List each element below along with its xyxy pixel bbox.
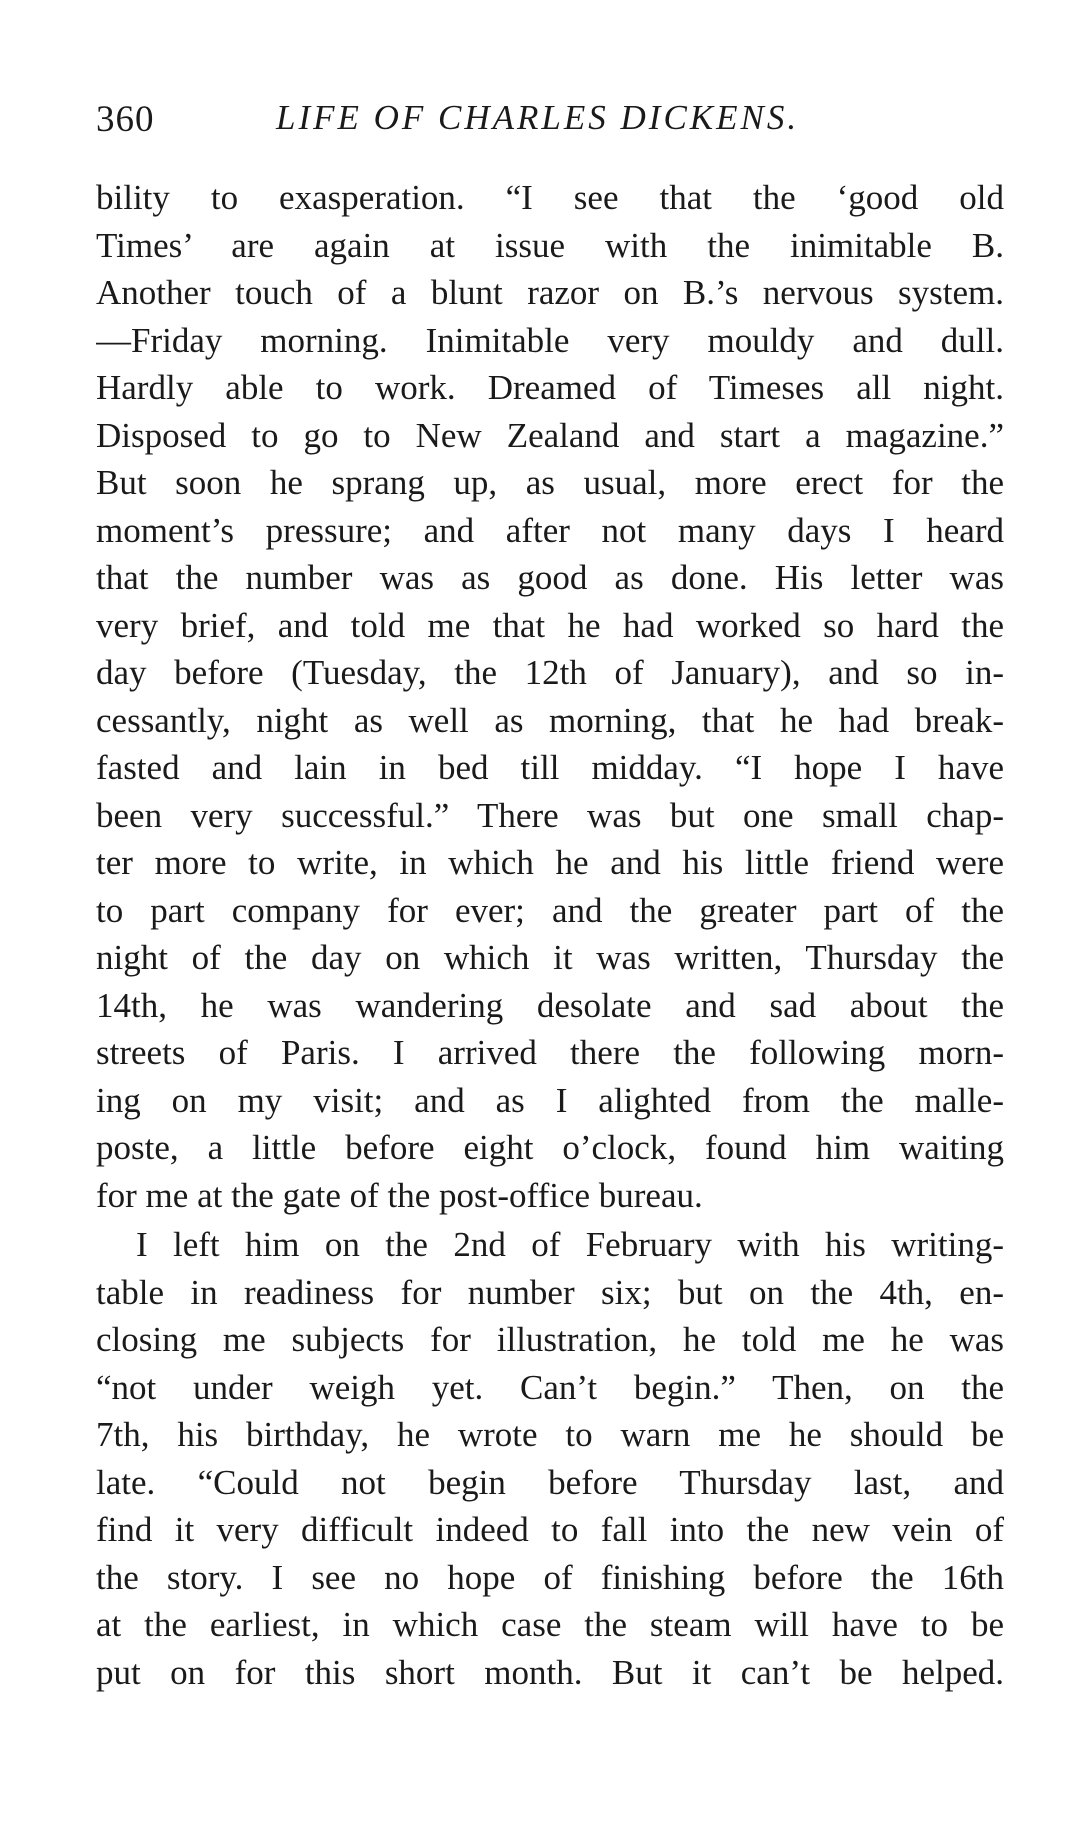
- text-line: fasted and lain in bed till midday. “I hope I have: [96, 748, 1004, 787]
- text-line: night of the day on which it was written, Thursday the: [96, 938, 1004, 977]
- text-line: been very successful.” There was but one small chap-: [96, 795, 1004, 835]
- text-line: Times’ are again at issue with the inimitable B.: [96, 225, 1004, 265]
- text-line: day before (Tuesday, the 12th of January), and so in-: [96, 653, 1004, 692]
- text-line: I left him on the 2nd of February with his writing-: [136, 1225, 1004, 1264]
- text-line: to part company for ever; and the greater part of the: [96, 890, 1004, 930]
- text-line: moment’s pressure; and after not many days I heard: [96, 510, 1004, 550]
- text-line: table in readiness for number six; but on the 4th, en-: [96, 1272, 1004, 1312]
- text-line: put on for this short month. But it can’t be helped.: [96, 1652, 1004, 1692]
- text-line: Disposed to go to New Zealand and start a magazine.”: [96, 415, 1004, 455]
- text-line: the story. I see no hope of finishing before the 16th: [96, 1557, 1004, 1597]
- text-line: cessantly, night as well as morning, that he had break-: [96, 700, 1004, 740]
- paragraph: [96, 174, 1004, 1219]
- text-line: for me at the gate of the post-office bureau.: [96, 1175, 703, 1215]
- page-number: 360: [96, 99, 155, 140]
- text-line: Another touch of a blunt razor on B.’s nervous system.: [96, 273, 1004, 312]
- text-line: that the number was as good as done. His letter was: [96, 558, 1004, 597]
- body-text: [96, 174, 1004, 1696]
- text-line: find it very difficult indeed to fall into the new vein of: [96, 1510, 1004, 1549]
- running-head: LIFE OF CHARLES DICKENS.: [276, 98, 800, 137]
- text-line: “not under weigh yet. Can’t begin.” Then, on the: [96, 1367, 1004, 1407]
- text-line: Hardly able to work. Dreamed of Timeses all night.: [96, 368, 1004, 407]
- text-line: —Friday morning. Inimitable very mouldy and dull.: [96, 320, 1004, 360]
- text-line: at the earliest, in which case the steam will have to be: [96, 1605, 1004, 1644]
- paragraph: [96, 1221, 1004, 1696]
- text-line: 14th, he was wandering desolate and sad about the: [96, 985, 1004, 1025]
- text-line: 7th, his birthday, he wrote to warn me he should be: [96, 1415, 1004, 1454]
- text-line: ter more to write, in which he and his little friend were: [96, 843, 1004, 882]
- page-header: [96, 98, 996, 148]
- text-line: But soon he sprang up, as usual, more erect for the: [96, 463, 1004, 502]
- text-line: closing me subjects for illustration, he told me he was: [96, 1320, 1004, 1359]
- text-line: very brief, and told me that he had worked so hard the: [96, 605, 1004, 645]
- text-line: late. “Could not begin before Thursday last, and: [96, 1462, 1004, 1502]
- text-line: poste, a little before eight o’clock, found him waiting: [96, 1128, 1004, 1167]
- text-line: streets of Paris. I arrived there the following morn-: [96, 1033, 1004, 1072]
- text-line: ing on my visit; and as I alighted from the malle-: [96, 1080, 1004, 1120]
- text-line: bility to exasperation. “I see that the ‘good old: [96, 178, 1004, 217]
